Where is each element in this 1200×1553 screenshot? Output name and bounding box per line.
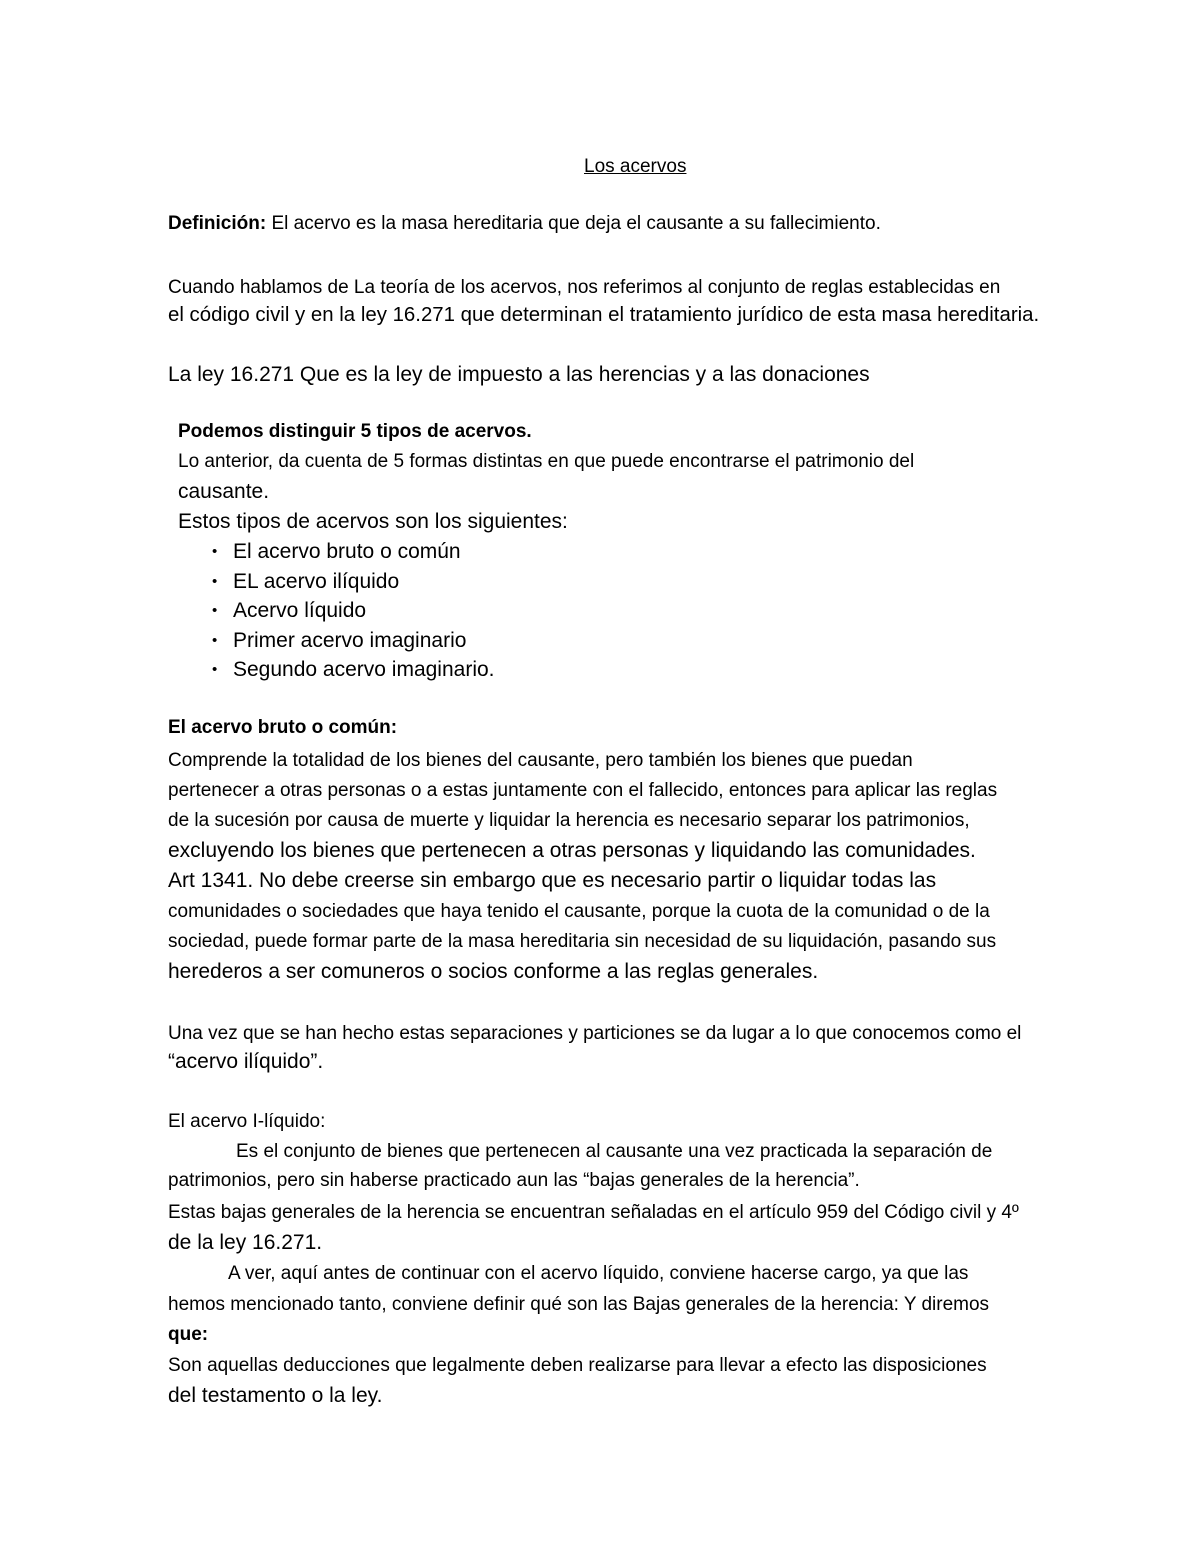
bruto-line-5: Art 1341. No debe creerse sin embargo que es necesario partir o liquidar todas las (168, 869, 937, 892)
document-title: Los acervos (584, 156, 687, 177)
bullet-icon: • (212, 543, 218, 560)
bullet-icon: • (212, 602, 218, 619)
iliquido-heading: El acervo I-líquido: (168, 1111, 326, 1132)
list-item (212, 630, 495, 660)
list-item-text: El acervo bruto o común (233, 540, 461, 563)
bruto-line-1: Comprende la totalidad de los bienes del causante, pero también los bienes que puedan (168, 750, 913, 771)
ley-line: La ley 16.271 Que es la ley de impuesto a las herencias y a las donaciones (168, 363, 870, 386)
bruto-heading: El acervo bruto o común: (168, 717, 398, 738)
bruto-line-3: de la sucesión por causa de muerte y liquidar la herencia es necesario separar los patrimonios, (168, 810, 970, 831)
list-item-text: Primer acervo imaginario (233, 628, 467, 652)
definition-text: El acervo es la masa hereditaria que deja el causante a su fallecimiento. (266, 213, 881, 234)
una-vez-line-2: “acervo ilíquido”. (168, 1050, 324, 1073)
una-vez-line-1: Una vez que se han hecho estas separaciones y particiones se da lugar a lo que conocemos como el (168, 1023, 1022, 1044)
tipos-list (212, 541, 495, 689)
iliquido-line-1: Es el conjunto de bienes que pertenecen al causante una vez practicada la separación de (236, 1141, 993, 1162)
son-line-2: del testamento o la ley. (168, 1384, 383, 1407)
bruto-line-8: herederos a ser comuneros o socios conforme a las reglas generales. (168, 960, 819, 983)
tipos-intro: Estos tipos de acervos son los siguientes: (178, 510, 568, 533)
iliquido-line-4: de la ley 16.271. (168, 1231, 323, 1254)
son-line-1: Son aquellas deducciones que legalmente deben realizarse para llevar a efecto las disposiciones (168, 1355, 987, 1376)
theory-line-2: el código civil y en la ley 16.271 que determinan el tratamiento jurídico de esta masa hereditaria. (168, 304, 1040, 326)
bruto-line-2: pertenecer a otras personas o a estas juntamente con el fallecido, entonces para aplicar las reglas (168, 780, 998, 801)
list-item-text: Acervo líquido (233, 599, 367, 622)
list-item-text: EL acervo ilíquido (233, 569, 400, 593)
list-item (212, 600, 495, 630)
aver-line-2: hemos mencionado tanto, conviene definir qué son las Bajas generales de la herencia: Y diremos (168, 1294, 990, 1315)
bullet-icon: • (212, 661, 218, 678)
bullet-icon: • (212, 572, 218, 590)
definition-paragraph (168, 214, 881, 233)
aver-line-3: que: (168, 1324, 209, 1345)
bruto-line-7: sociedad, puede formar parte de la masa hereditaria sin necesidad de su liquidación, pasando sus (168, 931, 997, 952)
list-item (212, 659, 495, 689)
anterior-line-2: causante. (178, 480, 270, 503)
anterior-line-1: Lo anterior, da cuenta de 5 formas distintas en que puede encontrarse el patrimonio del (178, 451, 915, 472)
list-item (212, 571, 495, 601)
iliquido-line-3: Estas bajas generales de la herencia se encuentran señaladas en el artículo 959 del Código civil y 4º (168, 1202, 1019, 1223)
bullet-icon: • (212, 631, 218, 649)
list-item (212, 541, 495, 571)
iliquido-line-2: patrimonios, pero sin haberse practicado aun las “bajas generales de la herencia”. (168, 1170, 860, 1191)
bruto-line-4: excluyendo los bienes que pertenecen a otras personas y liquidando las comunidades. (168, 839, 976, 862)
definition-label: Definición: (168, 213, 267, 234)
theory-line-1: Cuando hablamos de La teoría de los acervos, nos referimos al conjunto de reglas establecidas en (168, 277, 1001, 298)
distinguir-heading: Podemos distinguir 5 tipos de acervos. (178, 421, 532, 442)
list-item-text: Segundo acervo imaginario. (233, 658, 495, 681)
bruto-line-6: comunidades o sociedades que haya tenido el causante, porque la cuota de la comunidad o de la (168, 901, 990, 922)
aver-line-1: A ver, aquí antes de continuar con el acervo líquido, conviene hacerse cargo, ya que las (228, 1263, 969, 1284)
